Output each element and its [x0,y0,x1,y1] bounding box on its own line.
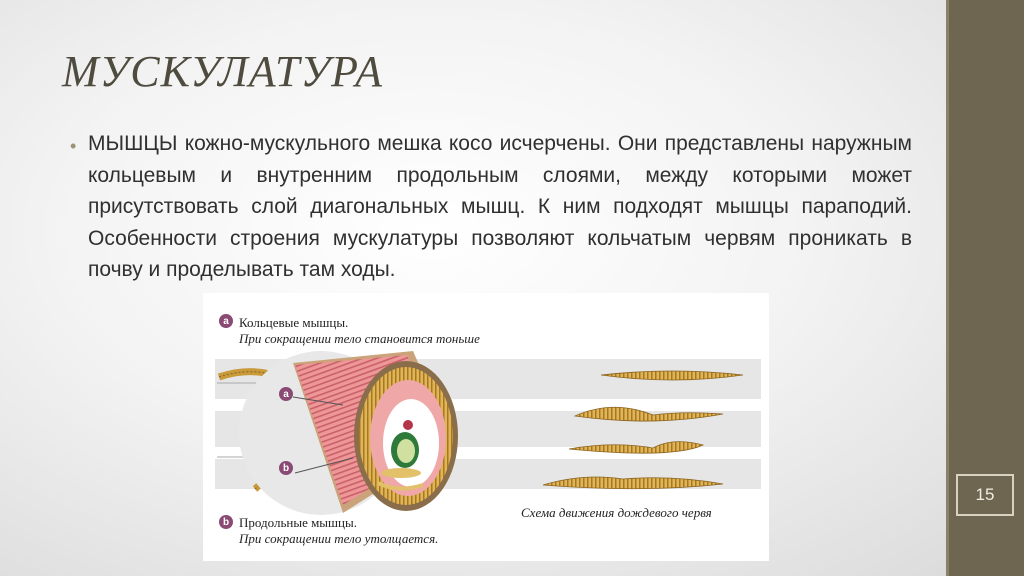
scheme-caption: Схема движения дождевого червя [521,505,712,520]
bullet-icon: • [70,136,77,156]
body-paragraph: МЫШЦЫ кожно-мускульного мешка косо исчерчены. Они представлены наружным кольцевым и внутренним продольным слоями, между которыми может присутствовать слой диагональных мышц. К ним подходят мышцы параподий. Особенности строения мускулатуры позволяют кольчатым червям проникать в почву и проделывать там ходы. [88,132,912,281]
pointer-a-badge: a [279,387,293,401]
badge-b-icon: b [219,515,233,529]
label-b-caption: При сокращении тело утолщается. [239,531,439,546]
slide-number: 15 [956,474,1014,516]
worm-muscle-figure [203,293,769,561]
pointer-b-badge: b [279,461,293,475]
label-a-title: Кольцевые мышцы. [239,315,349,330]
label-a-caption: При сокращении тело становится тоньше [239,331,480,346]
slide-title: МУСКУЛАТУРА [62,47,383,96]
side-bar-divider [946,0,949,576]
badge-a-icon: a [219,314,233,328]
label-b-title: Продольные мышцы. [239,515,357,530]
